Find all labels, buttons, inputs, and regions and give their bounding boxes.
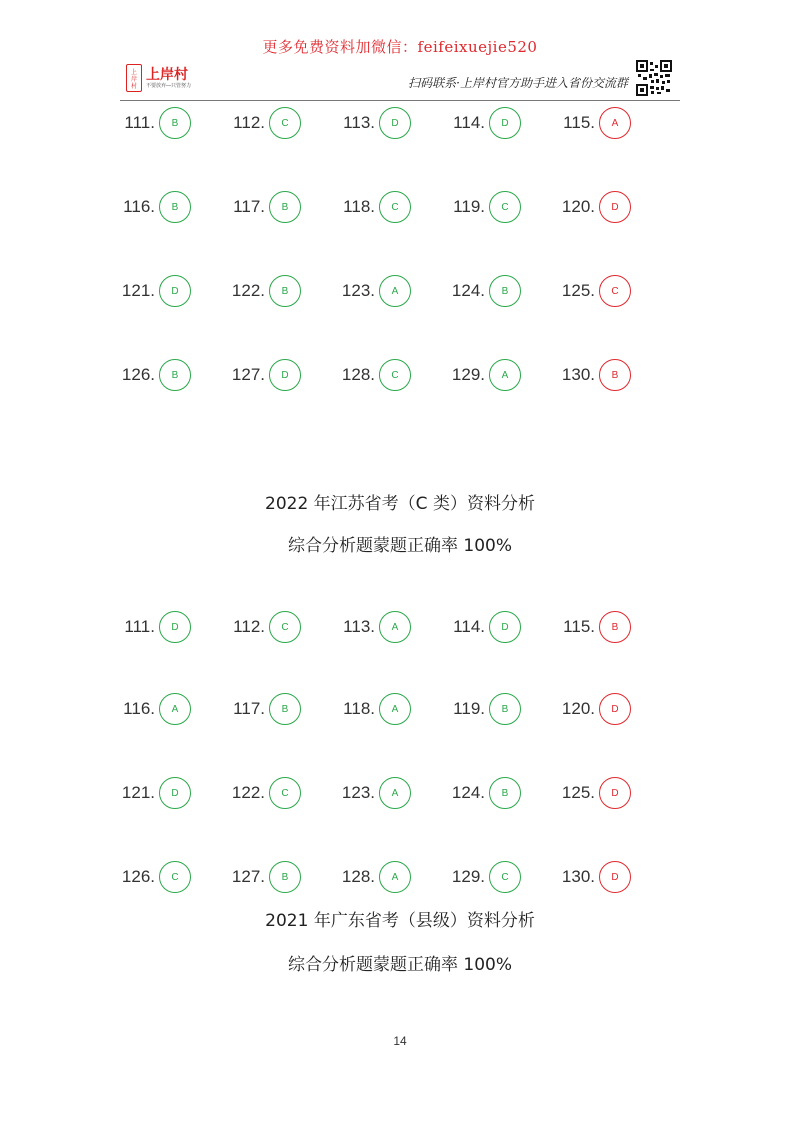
answer-item: [325, 274, 411, 308]
answer-row: [0, 692, 800, 726]
answer-choice-circle: D: [489, 611, 521, 643]
question-number: 112.: [233, 113, 265, 132]
answer-item: [105, 692, 191, 726]
answer-row: [0, 190, 800, 224]
answer-choice-circle: D: [599, 693, 631, 725]
header-bar: [120, 58, 680, 101]
answer-item: [435, 274, 521, 308]
answer-item: [105, 274, 191, 308]
answer-choice-circle: D: [159, 275, 191, 307]
answer-row: [0, 860, 800, 894]
answer-item: [105, 358, 191, 392]
question-number: 122.: [231, 281, 265, 300]
question-number: 113.: [343, 113, 375, 132]
answer-choice-circle: B: [159, 359, 191, 391]
answer-item: [325, 692, 411, 726]
answer-item: [325, 358, 411, 392]
answer-choice-circle: B: [269, 275, 301, 307]
answer-choice-circle: A: [379, 693, 411, 725]
answer-item: [215, 190, 301, 224]
section-subtitle: 综合分析题蒙题正确率 100%: [287, 955, 512, 975]
question-number: 114.: [453, 617, 485, 636]
answer-item: [215, 274, 301, 308]
answer-item: [215, 106, 301, 140]
answer-item: [545, 274, 631, 308]
question-number: 124.: [451, 783, 485, 802]
question-number: 119.: [453, 197, 485, 216]
answer-item: [545, 358, 631, 392]
answer-item: [435, 358, 521, 392]
answer-item: [545, 190, 631, 224]
answer-choice-circle: A: [599, 107, 631, 139]
answer-choice-circle: D: [269, 359, 301, 391]
logo-seal-icon: [126, 64, 142, 92]
question-number: 122.: [231, 783, 265, 802]
answer-item: [105, 610, 191, 644]
answer-item: [325, 106, 411, 140]
section-subtitle: 综合分析题蒙题正确率 100%: [287, 536, 512, 556]
section-title: 2022 年江苏省考（C 类）资料分析: [265, 494, 535, 514]
answer-choice-circle: B: [489, 693, 521, 725]
answer-choice-circle: A: [489, 359, 521, 391]
question-number: 126.: [121, 365, 155, 384]
answer-choice-circle: A: [379, 777, 411, 809]
answer-row: [0, 106, 800, 140]
answer-row: [0, 776, 800, 810]
answer-item: [105, 106, 191, 140]
answer-item: [325, 190, 411, 224]
question-number: 123.: [341, 281, 375, 300]
question-number: 121.: [121, 783, 155, 802]
answer-choice-circle: B: [159, 107, 191, 139]
question-number: 118.: [343, 197, 375, 216]
answer-item: [325, 776, 411, 810]
answer-item: [435, 610, 521, 644]
logo-slogan: 不要放弃—只管努力: [146, 82, 192, 89]
answer-item: [435, 190, 521, 224]
answer-choice-circle: D: [159, 611, 191, 643]
question-number: 128.: [341, 365, 375, 384]
answer-item: [545, 106, 631, 140]
answer-choice-circle: C: [269, 611, 301, 643]
question-number: 127.: [231, 365, 265, 384]
question-number: 130.: [561, 867, 595, 886]
answer-row: [0, 274, 800, 308]
question-number: 118.: [343, 699, 375, 718]
answer-item: [105, 776, 191, 810]
question-number: 126.: [121, 867, 155, 886]
answer-choice-circle: B: [599, 611, 631, 643]
answer-item: [215, 776, 301, 810]
answer-item: [105, 860, 191, 894]
answer-choice-circle: C: [379, 191, 411, 223]
question-number: 115.: [563, 113, 595, 132]
answer-choice-circle: C: [599, 275, 631, 307]
svg-text:村: 村: [130, 83, 138, 89]
question-number: 120.: [561, 699, 595, 718]
answer-choice-circle: C: [159, 861, 191, 893]
header-slogan: 扫码联系·上岸村官方助手进入省份交流群: [408, 76, 628, 90]
question-number: 124.: [451, 281, 485, 300]
answer-item: [325, 860, 411, 894]
question-number: 121.: [121, 281, 155, 300]
answer-row: [0, 358, 800, 392]
answer-choice-circle: B: [599, 359, 631, 391]
question-number: 111.: [124, 113, 155, 132]
question-number: 123.: [341, 783, 375, 802]
logo-name: 上岸村: [146, 66, 188, 83]
svg-text:上: 上: [130, 69, 138, 76]
qr-code-icon: [636, 60, 672, 96]
question-number: 111.: [124, 617, 155, 636]
answer-item: [435, 860, 521, 894]
answer-item: [435, 776, 521, 810]
section-title: 2021 年广东省考（县级）资料分析: [265, 911, 535, 931]
question-number: 120.: [561, 197, 595, 216]
question-number: 127.: [231, 867, 265, 886]
answer-row: [0, 610, 800, 644]
answer-item: [435, 106, 521, 140]
answer-choice-circle: B: [159, 191, 191, 223]
answer-choice-circle: A: [379, 611, 411, 643]
answer-choice-circle: C: [489, 861, 521, 893]
answer-item: [545, 692, 631, 726]
answer-choice-circle: D: [599, 191, 631, 223]
answer-choice-circle: B: [489, 777, 521, 809]
answer-item: [325, 610, 411, 644]
question-number: 125.: [561, 281, 595, 300]
question-number: 129.: [451, 867, 485, 886]
answer-item: [545, 860, 631, 894]
question-number: 129.: [451, 365, 485, 384]
answer-choice-circle: C: [269, 777, 301, 809]
answer-choice-circle: D: [159, 777, 191, 809]
question-number: 119.: [453, 699, 485, 718]
answer-item: [545, 610, 631, 644]
question-number: 128.: [341, 867, 375, 886]
svg-text:岸: 岸: [130, 76, 138, 83]
question-number: 113.: [343, 617, 375, 636]
answer-choice-circle: A: [379, 861, 411, 893]
answer-choice-circle: A: [379, 275, 411, 307]
answer-item: [435, 692, 521, 726]
question-number: 117.: [233, 197, 265, 216]
answer-choice-circle: B: [269, 693, 301, 725]
answer-item: [215, 860, 301, 894]
answer-choice-circle: B: [489, 275, 521, 307]
answer-choice-circle: D: [599, 861, 631, 893]
question-number: 125.: [561, 783, 595, 802]
question-number: 115.: [563, 617, 595, 636]
question-number: 114.: [453, 113, 485, 132]
question-number: 116.: [123, 197, 155, 216]
answer-choice-circle: B: [269, 861, 301, 893]
answer-item: [105, 190, 191, 224]
answer-choice-circle: B: [269, 191, 301, 223]
question-number: 117.: [233, 699, 265, 718]
answer-choice-circle: A: [159, 693, 191, 725]
answer-item: [215, 610, 301, 644]
answer-item: [215, 358, 301, 392]
answer-choice-circle: D: [489, 107, 521, 139]
question-number: 112.: [233, 617, 265, 636]
answer-item: [545, 776, 631, 810]
question-number: 130.: [561, 365, 595, 384]
answer-item: [215, 692, 301, 726]
answer-choice-circle: C: [379, 359, 411, 391]
logo: [126, 64, 191, 92]
answer-choice-circle: D: [599, 777, 631, 809]
top-banner: 更多免费资料加微信：feifeixuejie520: [262, 38, 538, 56]
answer-choice-circle: C: [489, 191, 521, 223]
answer-choice-circle: C: [269, 107, 301, 139]
page-number: 14: [393, 1034, 407, 1048]
answer-choice-circle: D: [379, 107, 411, 139]
question-number: 116.: [123, 699, 155, 718]
